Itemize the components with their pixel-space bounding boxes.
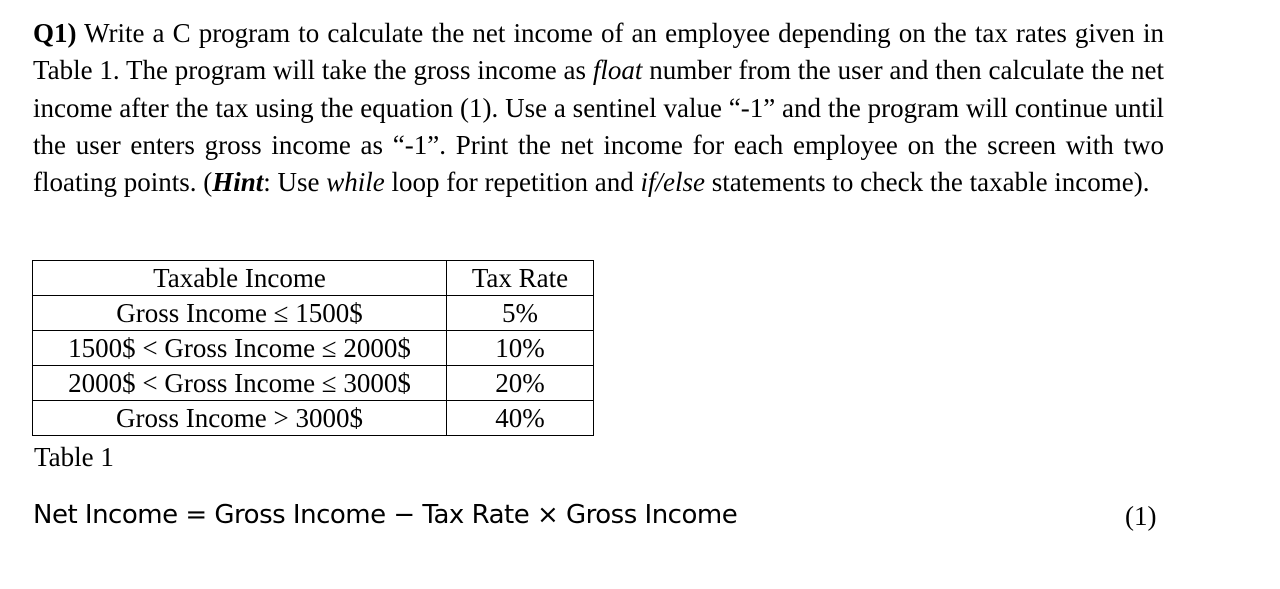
- tax-rate-cell: 5%: [447, 296, 594, 331]
- table-row: [33, 401, 594, 436]
- question-text-part-1: Write a C program to calculate the net income of an employee depending on the tax rates given in Table 1. The program will take the gross income as: [33, 18, 1164, 86]
- header-taxable-income: Taxable Income: [33, 261, 447, 296]
- table-row: [33, 331, 594, 366]
- net-income-equation: Net Income = Gross Income − Tax Rate × Gross Income: [33, 500, 738, 530]
- taxable-income-cell: Gross Income ≤ 1500$: [33, 296, 447, 331]
- question-text-part-3: : Use: [263, 167, 327, 198]
- ifelse-keyword: if/else: [640, 167, 705, 198]
- question-label: Q1): [33, 18, 77, 48]
- table-header-row: [33, 261, 594, 296]
- float-keyword: float: [592, 55, 643, 86]
- taxable-income-cell: 1500$ < Gross Income ≤ 2000$: [33, 331, 447, 366]
- table-row: [33, 366, 594, 401]
- tax-rate-cell: 20%: [447, 366, 594, 401]
- equation-number: (1): [1125, 501, 1157, 531]
- question-text: [33, 15, 1164, 201]
- table-row: [33, 296, 594, 331]
- taxable-income-cell: Gross Income > 3000$: [33, 401, 447, 436]
- question-text-part-4: loop for repetition and: [384, 167, 641, 198]
- taxable-income-cell: 2000$ < Gross Income ≤ 3000$: [33, 366, 447, 401]
- table-caption: Table 1: [34, 442, 114, 472]
- tax-rate-cell: 10%: [447, 331, 594, 366]
- hint-label: Hint: [212, 167, 264, 198]
- tax-rate-cell: 40%: [447, 401, 594, 436]
- question-text-part-2: number from the user and then calculate the net income after the tax using the equation (1). Use a sentinel value “-1” and the program will continue until the user enters gross income as “-1”. Print the net income for each employee on the screen with two floating points. (: [33, 55, 1164, 198]
- tax-rate-table: [32, 260, 594, 436]
- header-tax-rate: Tax Rate: [447, 261, 594, 296]
- while-keyword: while: [326, 167, 385, 198]
- question-text-part-5: statements to check the taxable income).: [704, 167, 1150, 198]
